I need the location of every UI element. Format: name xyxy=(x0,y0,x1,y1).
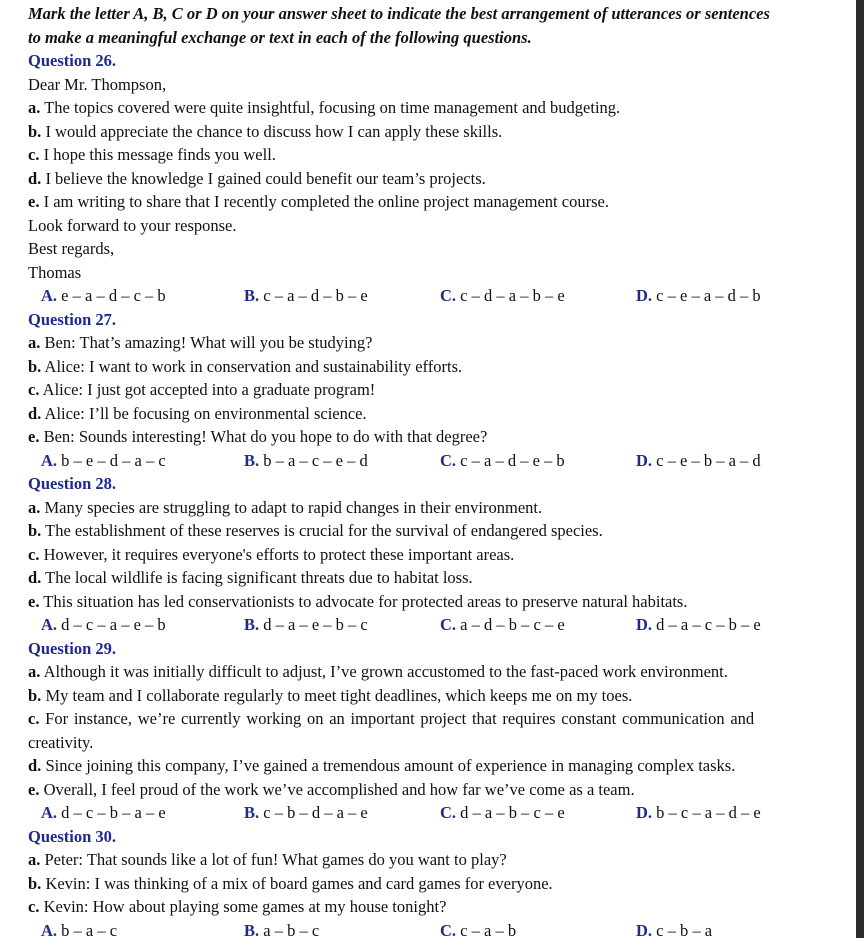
option-letter: D. xyxy=(636,803,652,822)
exam-content xyxy=(28,2,828,942)
option-b[interactable] xyxy=(244,919,319,942)
option-c[interactable] xyxy=(440,284,565,308)
option-letter: A. xyxy=(41,615,57,634)
sentence-text: I am writing to share that I recently completed the online project management course. xyxy=(39,192,609,211)
option-a[interactable] xyxy=(41,449,166,473)
option-text: c – a – b xyxy=(456,921,516,940)
option-d[interactable] xyxy=(636,613,761,637)
option-text: d – c – b – a – e xyxy=(57,803,166,822)
sentence-d xyxy=(28,402,828,426)
option-letter: D. xyxy=(636,921,652,940)
option-d[interactable] xyxy=(636,919,712,942)
option-letter: B. xyxy=(244,803,259,822)
option-text: b – a – c – e – d xyxy=(259,451,368,470)
sentence-text: I hope this message finds you well. xyxy=(39,145,275,164)
question-title: Question 29. xyxy=(28,637,828,661)
sentence-letter: d. xyxy=(28,404,41,423)
option-letter: A. xyxy=(41,451,57,470)
option-letter: A. xyxy=(41,286,57,305)
answer-options xyxy=(28,284,828,308)
sentence-text: The local wildlife is facing significant threats due to habitat loss. xyxy=(41,568,472,587)
sentence-letter: e. xyxy=(28,592,39,611)
option-c[interactable] xyxy=(440,919,516,942)
option-a[interactable] xyxy=(41,801,166,825)
option-d[interactable] xyxy=(636,284,761,308)
option-text: c – e – a – d – b xyxy=(652,286,761,305)
sentence-letter: b. xyxy=(28,357,41,376)
option-c[interactable] xyxy=(440,801,565,825)
option-letter: C. xyxy=(440,921,456,940)
option-letter: B. xyxy=(244,286,259,305)
sentence-text: The establishment of these reserves is crucial for the survival of endangered species. xyxy=(41,521,602,540)
option-letter: B. xyxy=(244,921,259,940)
sentence-b xyxy=(28,519,828,543)
option-a[interactable] xyxy=(41,284,166,308)
sentence-letter: c. xyxy=(28,145,39,164)
option-a[interactable] xyxy=(41,613,166,637)
sentence-letter: a. xyxy=(28,662,40,681)
option-text: c – b – a xyxy=(652,921,712,940)
option-c[interactable] xyxy=(440,449,565,473)
sentence-letter: a. xyxy=(28,498,40,517)
sentence-c xyxy=(28,143,828,167)
sentence-letter: c. xyxy=(28,897,39,916)
sentence-text: Although it was initially difficult to adjust, I’ve grown accustomed to the fast-paced work environment. xyxy=(40,662,728,681)
question-29 xyxy=(28,637,828,825)
sentence-c xyxy=(28,707,828,731)
option-d[interactable] xyxy=(636,449,761,473)
option-text: c – b – d – a – e xyxy=(259,803,368,822)
option-text: c – a – d – b – e xyxy=(259,286,368,305)
letter-signature: Thomas xyxy=(28,261,828,285)
sentence-b xyxy=(28,355,828,379)
option-a[interactable] xyxy=(41,919,117,942)
option-letter: B. xyxy=(244,451,259,470)
option-letter: A. xyxy=(41,803,57,822)
sentence-b xyxy=(28,120,828,144)
option-letter: C. xyxy=(440,803,456,822)
sentence-b xyxy=(28,684,828,708)
sentence-c xyxy=(28,543,828,567)
sentence-a xyxy=(28,660,828,684)
option-letter: D. xyxy=(636,286,652,305)
option-b[interactable] xyxy=(244,284,368,308)
sentence-letter: a. xyxy=(28,98,40,117)
sentence-letter: b. xyxy=(28,686,41,705)
option-letter: D. xyxy=(636,615,652,634)
option-text: d – a – c – b – e xyxy=(652,615,761,634)
question-title: Question 28. xyxy=(28,472,828,496)
sentence-c-continued: creativity. xyxy=(28,731,828,755)
answer-options xyxy=(28,613,828,637)
question-28 xyxy=(28,472,828,637)
sentence-d xyxy=(28,566,828,590)
sentence-text: However, it requires everyone's efforts to protect these important areas. xyxy=(39,545,514,564)
sentence-letter: b. xyxy=(28,122,41,141)
question-26 xyxy=(28,49,828,308)
option-text: c – e – b – a – d xyxy=(652,451,761,470)
option-text: a – b – c xyxy=(259,921,319,940)
option-text: d – c – a – e – b xyxy=(57,615,166,634)
sentence-c xyxy=(28,378,828,402)
question-title: Question 26. xyxy=(28,49,828,73)
sentence-d xyxy=(28,167,828,191)
sentence-text: Alice: I want to work in conservation and sustainability efforts. xyxy=(41,357,462,376)
option-text: b – e – d – a – c xyxy=(57,451,166,470)
sentence-letter: e. xyxy=(28,427,39,446)
question-title: Question 30. xyxy=(28,825,828,849)
option-text: e – a – d – c – b xyxy=(57,286,166,305)
sentence-letter: d. xyxy=(28,568,41,587)
sentence-text: Overall, I feel proud of the work we’ve accomplished and how far we’ve come as a team. xyxy=(39,780,634,799)
option-text: d – a – b – c – e xyxy=(456,803,565,822)
sentence-b xyxy=(28,872,828,896)
option-text: a – d – b – c – e xyxy=(456,615,565,634)
sentence-text: I would appreciate the chance to discuss how I can apply these skills. xyxy=(41,122,502,141)
sentence-text: For instance, we’re currently working on an important project that requires constant communication and xyxy=(39,709,754,728)
answer-options xyxy=(28,801,828,825)
option-b[interactable] xyxy=(244,613,368,637)
question-title: Question 27. xyxy=(28,308,828,332)
sentence-text: Kevin: How about playing some games at my house tonight? xyxy=(39,897,446,916)
sentence-c xyxy=(28,895,828,919)
sentence-letter: c. xyxy=(28,709,39,728)
sentence-text: I believe the knowledge I gained could benefit our team’s projects. xyxy=(41,169,485,188)
sentence-d xyxy=(28,754,828,778)
sentence-text: Ben: That’s amazing! What will you be studying? xyxy=(40,333,372,352)
sentence-a xyxy=(28,496,828,520)
sentence-letter: c. xyxy=(28,545,39,564)
sentence-e xyxy=(28,590,828,614)
letter-closing: Look forward to your response. xyxy=(28,214,828,238)
option-b[interactable] xyxy=(244,801,368,825)
option-text: d – a – e – b – c xyxy=(259,615,368,634)
sentence-text: Kevin: I was thinking of a mix of board games and card games for everyone. xyxy=(41,874,552,893)
instruction-line-2: to make a meaningful exchange or text in each of the following questions. xyxy=(28,26,828,50)
option-text: c – a – d – e – b xyxy=(456,451,565,470)
sentence-text: Ben: Sounds interesting! What do you hope to do with that degree? xyxy=(39,427,487,446)
sentence-text: Alice: I’ll be focusing on environmental science. xyxy=(41,404,366,423)
option-letter: D. xyxy=(636,451,652,470)
sentence-e xyxy=(28,778,828,802)
sentence-e xyxy=(28,190,828,214)
sentence-letter: a. xyxy=(28,333,40,352)
sentence-letter: c. xyxy=(28,380,39,399)
sentence-text: My team and I collaborate regularly to meet tight deadlines, which keeps me on my toes. xyxy=(41,686,632,705)
sentence-e xyxy=(28,425,828,449)
answer-options xyxy=(28,919,828,942)
option-text: b – a – c xyxy=(57,921,117,940)
window-edge-strip xyxy=(856,0,864,938)
sentence-a xyxy=(28,848,828,872)
letter-greeting: Dear Mr. Thompson, xyxy=(28,73,828,97)
sentence-letter: e. xyxy=(28,192,39,211)
option-letter: A. xyxy=(41,921,57,940)
option-letter: C. xyxy=(440,451,456,470)
sentence-text: Many species are struggling to adapt to rapid changes in their environment. xyxy=(40,498,542,517)
instruction-line-1: Mark the letter A, B, C or D on your answer sheet to indicate the best arrangement of utterances or sentences xyxy=(28,2,828,26)
option-d[interactable] xyxy=(636,801,761,825)
sentence-letter: d. xyxy=(28,756,41,775)
sentence-letter: b. xyxy=(28,521,41,540)
sentence-text: Peter: That sounds like a lot of fun! What games do you want to play? xyxy=(40,850,506,869)
option-letter: C. xyxy=(440,286,456,305)
option-letter: C. xyxy=(440,615,456,634)
option-letter: B. xyxy=(244,615,259,634)
option-text: b – c – a – d – e xyxy=(652,803,761,822)
sentence-letter: a. xyxy=(28,850,40,869)
answer-options xyxy=(28,449,828,473)
sentence-text: Alice: I just got accepted into a graduate program! xyxy=(39,380,375,399)
sentence-letter: b. xyxy=(28,874,41,893)
option-b[interactable] xyxy=(244,449,368,473)
option-c[interactable] xyxy=(440,613,565,637)
letter-signoff: Best regards, xyxy=(28,237,828,261)
question-27 xyxy=(28,308,828,473)
sentence-letter: d. xyxy=(28,169,41,188)
sentence-a xyxy=(28,331,828,355)
sentence-a xyxy=(28,96,828,120)
option-text: c – d – a – b – e xyxy=(456,286,565,305)
sentence-text: This situation has led conservationists to advocate for protected areas to preserve natural habitats. xyxy=(39,592,687,611)
sentence-letter: e. xyxy=(28,780,39,799)
sentence-text: The topics covered were quite insightful, focusing on time management and budgeting. xyxy=(40,98,620,117)
question-30 xyxy=(28,825,828,942)
sentence-text: Since joining this company, I’ve gained a tremendous amount of experience in managing complex tasks. xyxy=(41,756,735,775)
